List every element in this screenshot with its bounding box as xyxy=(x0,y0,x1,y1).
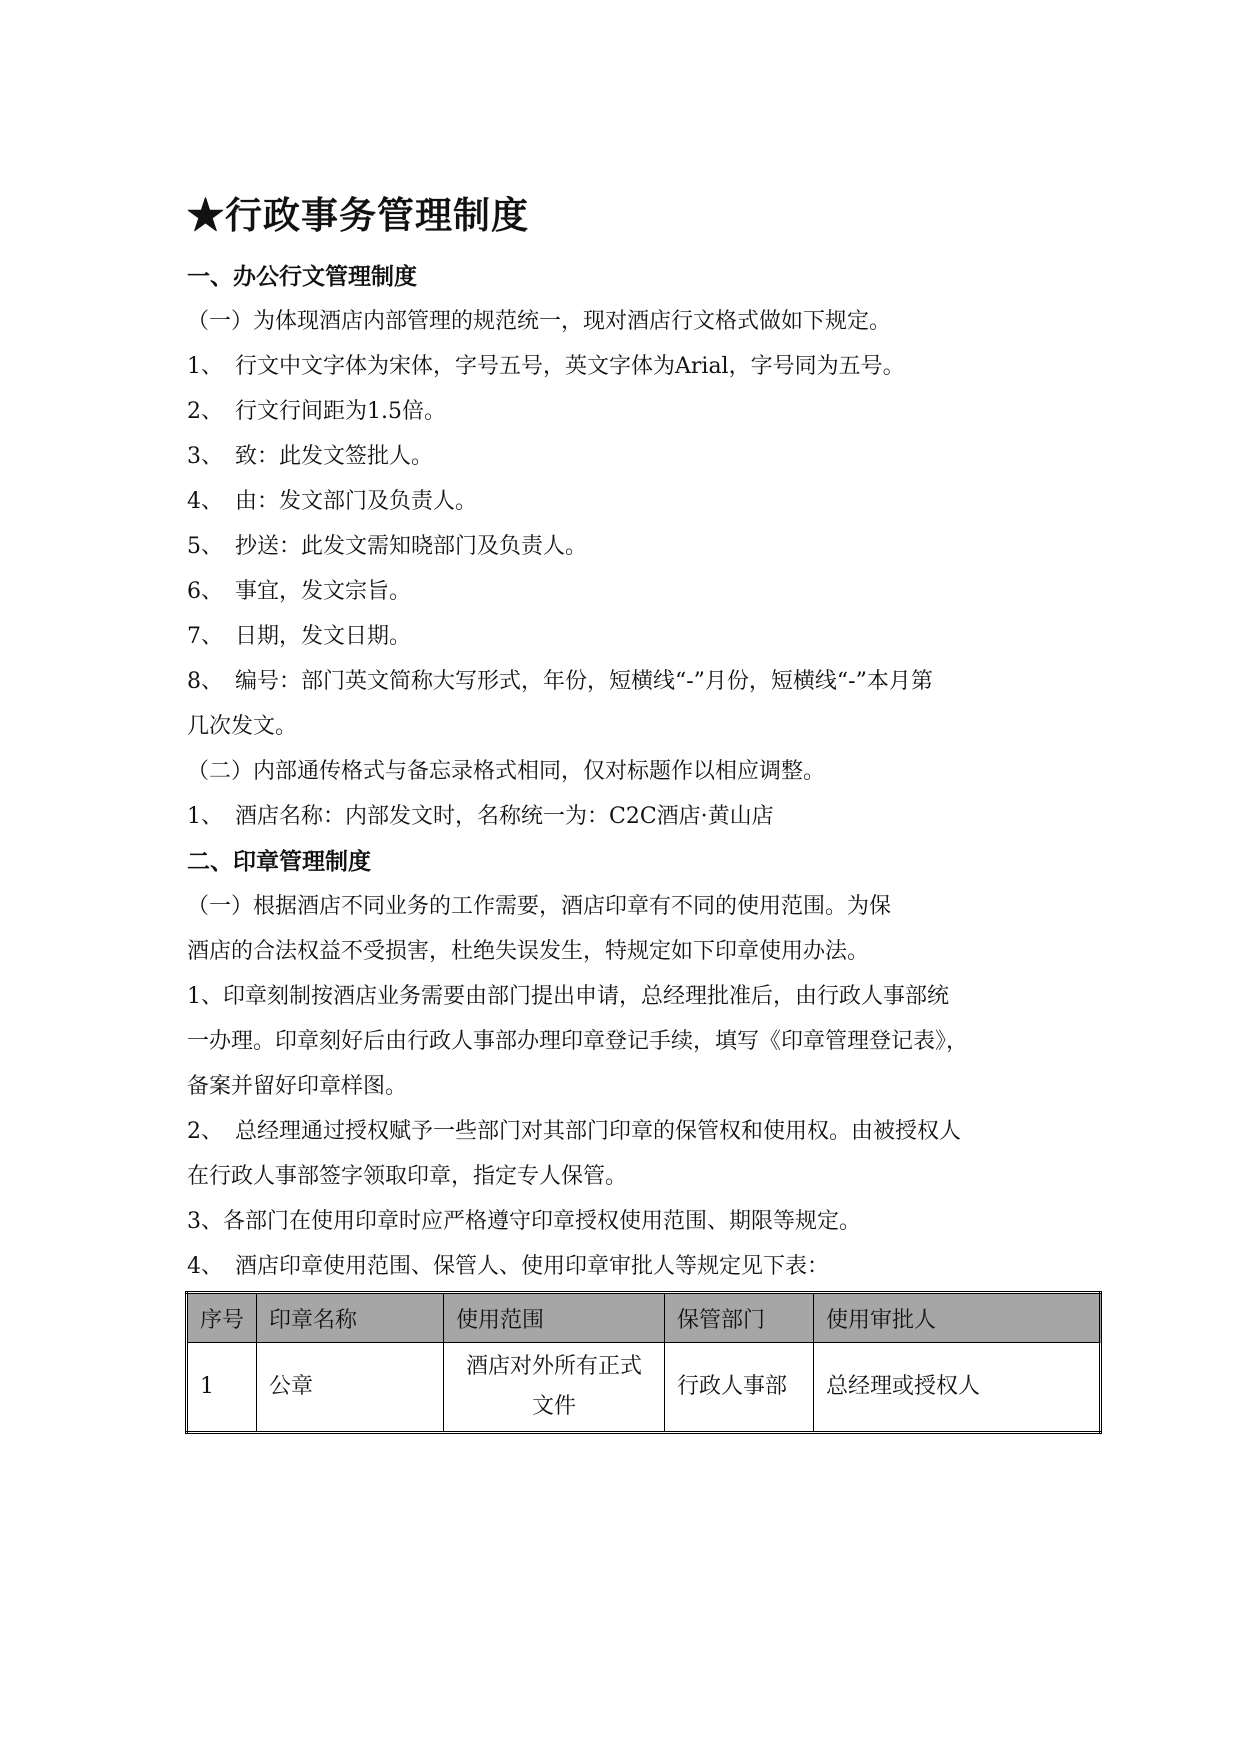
paragraph: （二）内部通传格式与备忘录格式相同，仅对标题作以相应调整。 xyxy=(187,759,826,784)
list-number: 1、 xyxy=(187,354,223,379)
paragraph-line: 在行政人事部签字领取印章，指定专人保管。 xyxy=(187,1164,628,1189)
paragraph-line: 3、各部门在使用印章时应严格遵守印章授权使用范围、期限等规定。 xyxy=(187,1209,861,1234)
cell-approver: 总经理或授权人 xyxy=(814,1343,1101,1433)
paragraph-line: 1、印章刻制按酒店业务需要由部门提出申请，总经理批准后，由行政人事部统 xyxy=(187,984,949,1009)
list-text: 总经理通过授权赋予一些部门对其部门印章的保管权和使用权。由被授权人 xyxy=(235,1119,962,1144)
list-item xyxy=(187,344,1067,389)
list-text: 事宜，发文宗旨。 xyxy=(235,579,412,604)
list-item xyxy=(187,1244,1067,1289)
list-text: 抄送：此发文需知晓部门及负责人。 xyxy=(235,534,588,559)
section-heading-office-docs: 一、办公行文管理制度 xyxy=(187,263,417,290)
list-text: 致：此发文签批人。 xyxy=(235,444,434,469)
paragraph-line: 酒店的合法权益不受损害，杜绝失误发生，特规定如下印章使用办法。 xyxy=(187,939,870,964)
cell-scope xyxy=(444,1343,665,1433)
paragraph: （一）为体现酒店内部管理的规范统一，现对酒店行文格式做如下规定。 xyxy=(187,309,892,334)
list-item xyxy=(187,389,1067,434)
list-number: 1、 xyxy=(187,804,223,829)
list-number: 4、 xyxy=(187,489,223,514)
cell-seq: 1 xyxy=(187,1343,257,1433)
list-number: 7、 xyxy=(187,624,223,649)
list-item xyxy=(187,614,1067,659)
table-row xyxy=(187,1343,1101,1433)
list-text: 行文中文字体为宋体，字号五号，英文字体为Arial，字号同为五号。 xyxy=(235,354,905,379)
list-item xyxy=(187,479,1067,524)
list-number: 8、 xyxy=(187,669,223,694)
list-number: 2、 xyxy=(187,399,223,424)
column-header-scope: 使用范围 xyxy=(444,1293,665,1343)
list-item-continuation: 几次发文。 xyxy=(187,714,298,739)
cell-dept: 行政人事部 xyxy=(665,1343,814,1433)
list-number: 5、 xyxy=(187,534,223,559)
column-header-seq: 序号 xyxy=(187,1293,257,1343)
list-item xyxy=(187,794,1067,839)
list-text: 日期，发文日期。 xyxy=(235,624,412,649)
list-number: 3、 xyxy=(187,444,223,469)
list-text: 行文行间距为1.5倍。 xyxy=(235,399,446,424)
section-heading-seal-management: 二、印章管理制度 xyxy=(187,848,371,875)
table-header-row xyxy=(187,1293,1101,1343)
column-header-approver: 使用审批人 xyxy=(814,1293,1101,1343)
cell-seal-name: 公章 xyxy=(257,1343,444,1433)
list-number: 4、 xyxy=(187,1254,223,1279)
document-body xyxy=(187,190,1067,1434)
cell-scope-line: 文件 xyxy=(531,1394,576,1419)
document-title: ★行政事务管理制度 xyxy=(187,193,529,237)
list-text: 酒店名称：内部发文时，名称统一为：C2C酒店·黄山店 xyxy=(235,804,774,829)
seal-usage-table xyxy=(185,1291,1102,1434)
paragraph-line: （一）根据酒店不同业务的工作需要，酒店印章有不同的使用范围。为保 xyxy=(187,894,892,919)
paragraph-line: 备案并留好印章样图。 xyxy=(187,1074,408,1099)
list-item xyxy=(187,659,1067,704)
list-text: 编号：部门英文简称大写形式，年份，短横线“-”月份，短横线“-”本月第 xyxy=(235,669,933,694)
list-number: 6、 xyxy=(187,579,223,604)
paragraph-line: 一办理。印章刻好后由行政人事部办理印章登记手续，填写《印章管理登记表》， xyxy=(187,1029,969,1054)
cell-scope-line: 酒店对外所有正式 xyxy=(465,1354,642,1379)
list-text: 酒店印章使用范围、保管人、使用印章审批人等规定见下表： xyxy=(235,1254,830,1279)
list-number: 2、 xyxy=(187,1119,223,1144)
list-item xyxy=(187,434,1067,479)
list-text: 由：发文部门及负责人。 xyxy=(235,489,478,514)
list-item xyxy=(187,1109,1067,1154)
list-item xyxy=(187,524,1067,569)
list-item xyxy=(187,569,1067,614)
column-header-seal-name: 印章名称 xyxy=(257,1293,444,1343)
column-header-dept: 保管部门 xyxy=(665,1293,814,1343)
